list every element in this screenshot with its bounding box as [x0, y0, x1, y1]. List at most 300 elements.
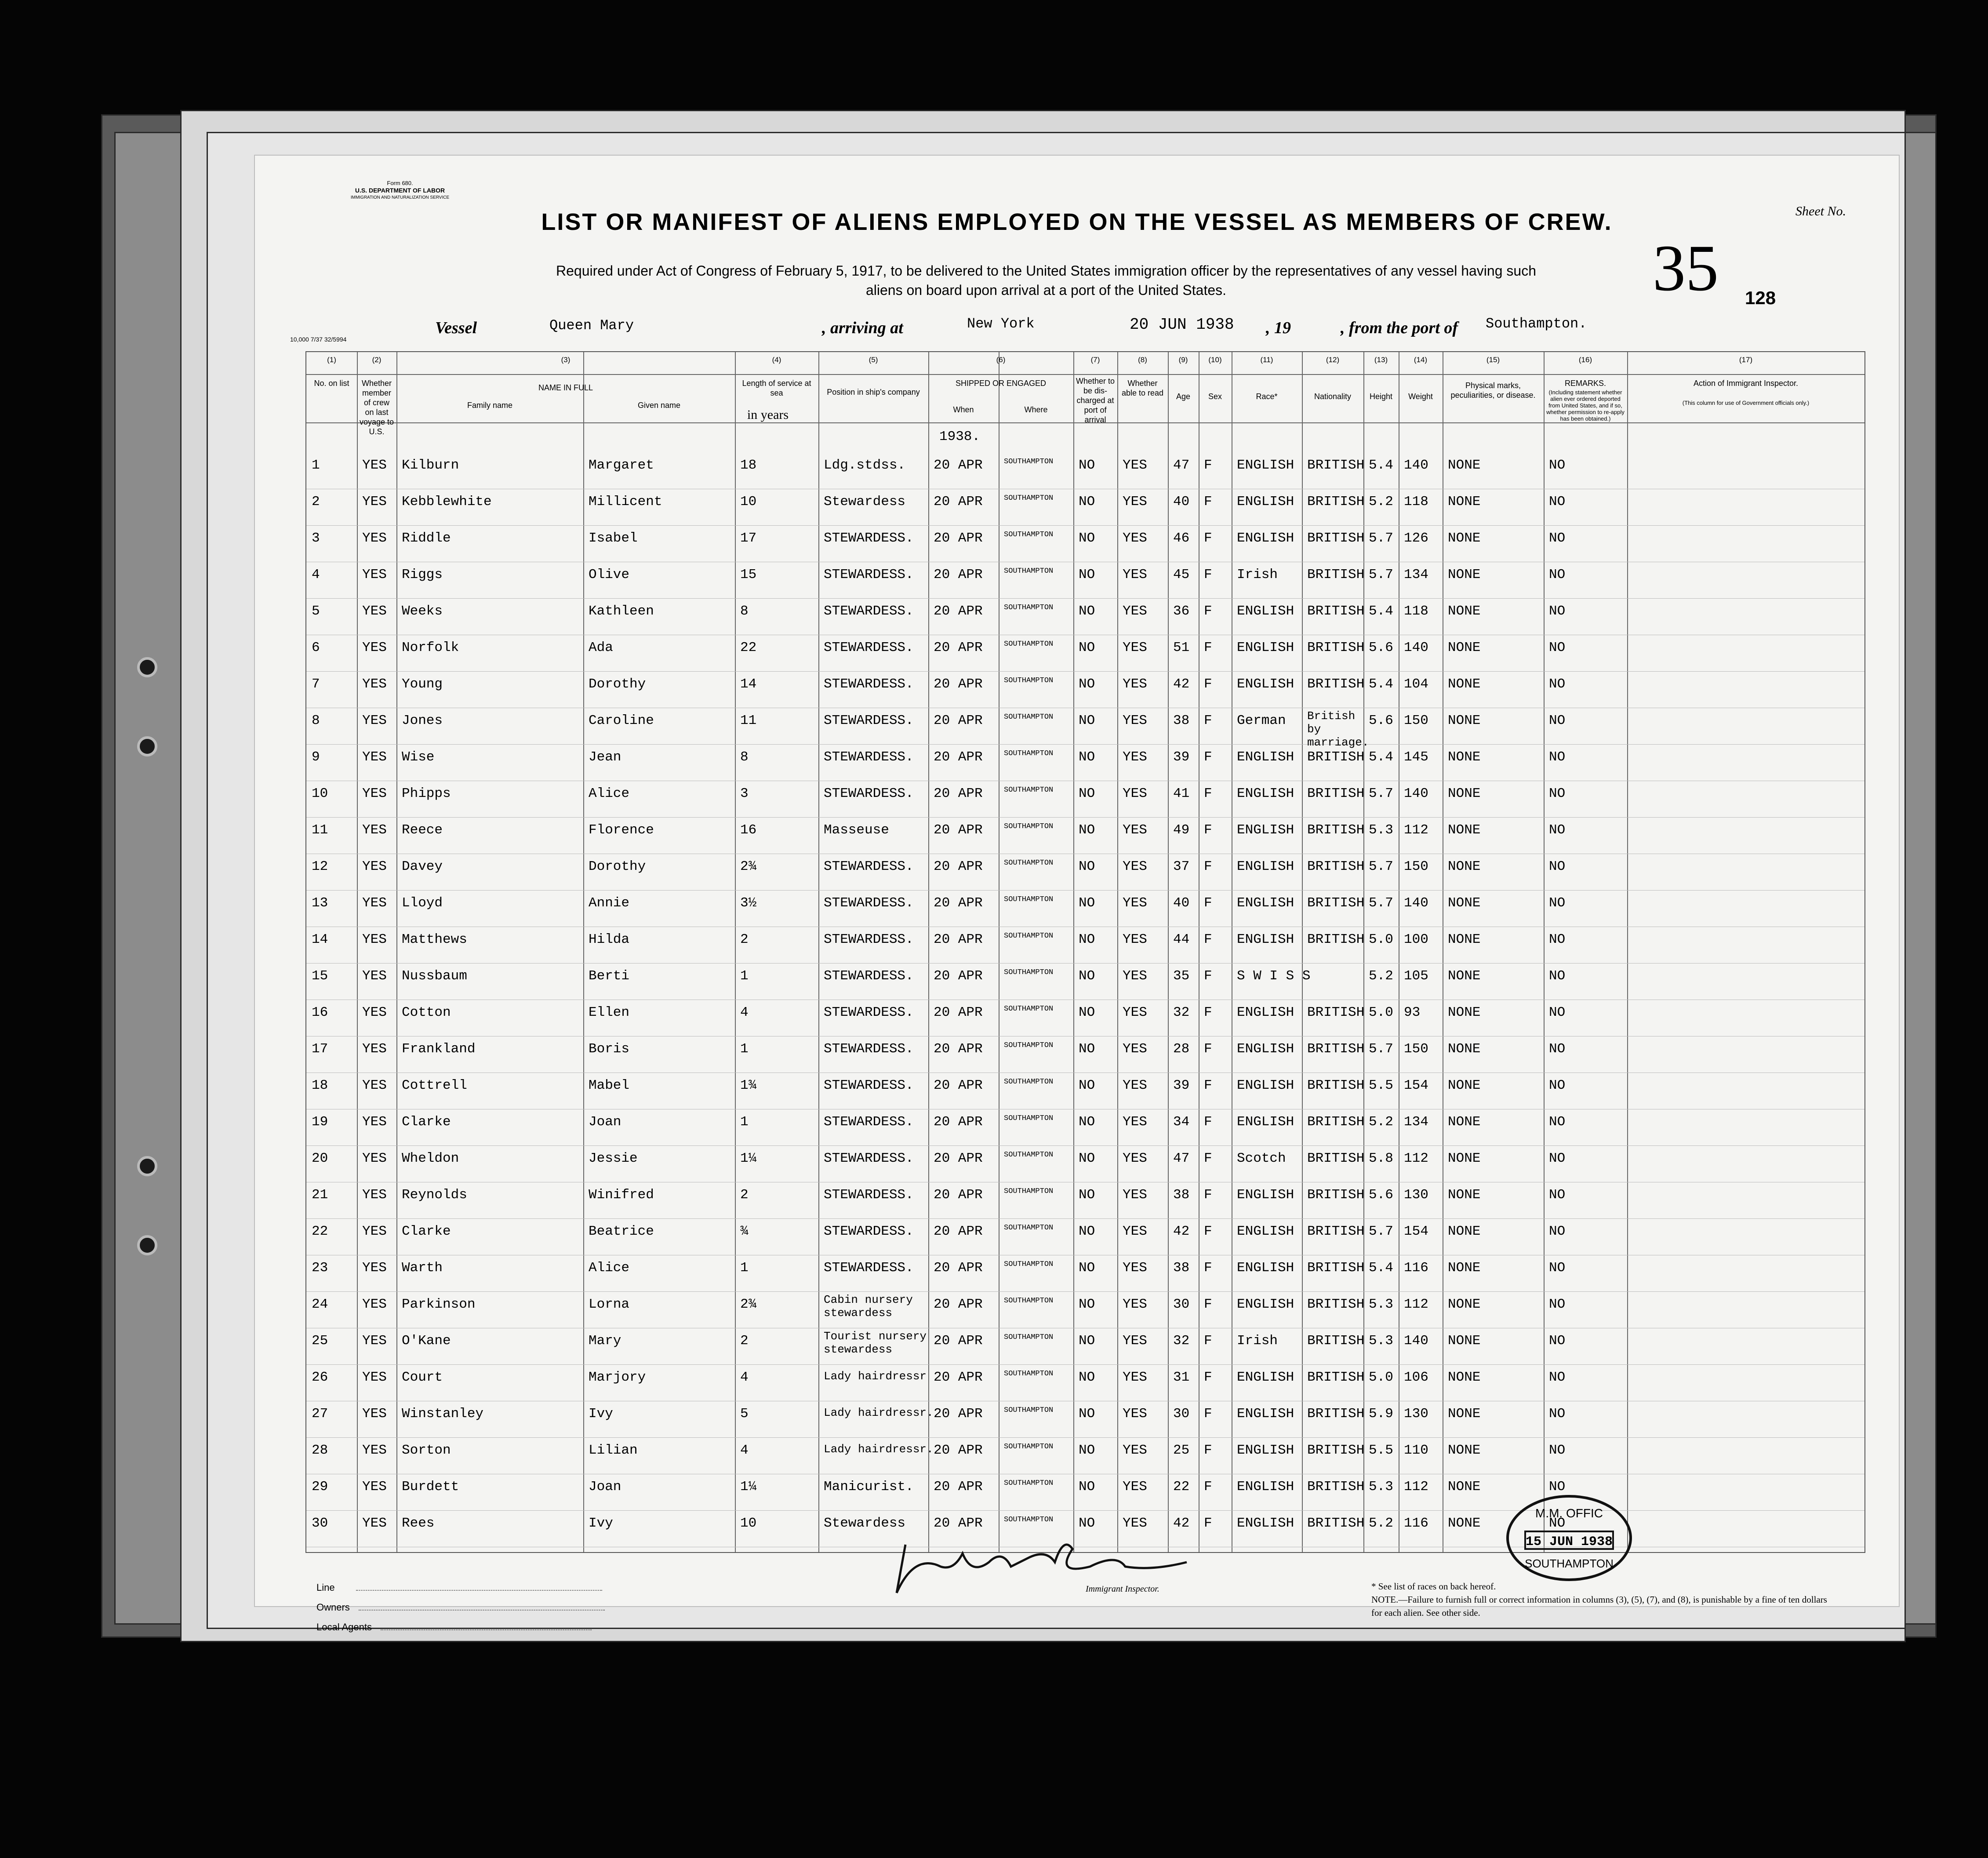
row-given: Millicent [589, 494, 662, 509]
header-length: Length of service at sea [742, 379, 811, 397]
row-discharged: NO [1079, 676, 1095, 692]
row-no: 23 [312, 1260, 328, 1276]
row-age: 51 [1173, 640, 1190, 655]
row-where: SOUTHAMPTON [1004, 1516, 1054, 1524]
row-no: 27 [312, 1406, 328, 1422]
row-discharged: NO [1079, 1479, 1095, 1494]
row-discharged: NO [1079, 1151, 1095, 1166]
row-height: 5.7 [1369, 567, 1393, 582]
row-sex: F [1204, 859, 1212, 874]
row-length: 17 [740, 531, 757, 546]
row-when: 20 APR [934, 1406, 983, 1422]
row-family: Cottrell [402, 1078, 467, 1093]
subtitle-line-2: aliens on board upon arrival at a port of the United States. [865, 282, 1227, 298]
row-discharged: NO [1079, 1406, 1095, 1422]
row-length: 10 [740, 494, 757, 509]
row-read: YES [1123, 1078, 1147, 1093]
row-race: ENGLISH [1237, 1443, 1294, 1458]
row-length: 4 [740, 1005, 749, 1020]
punch-hole [137, 1235, 157, 1255]
vessel-line [343, 314, 1771, 340]
row-height: 5.7 [1369, 1224, 1393, 1239]
column-divider [735, 352, 736, 1552]
row-remarks: NO [1549, 822, 1566, 838]
row-sex: F [1204, 640, 1212, 655]
row-weight: 154 [1404, 1078, 1428, 1093]
row-where: SOUTHAMPTON [1004, 1479, 1054, 1487]
row-when: 20 APR [934, 1151, 983, 1166]
row-member: YES [362, 567, 387, 582]
row-marks: NONE [1448, 968, 1481, 984]
row-read: YES [1123, 1406, 1147, 1422]
row-nationality: BRITISH [1307, 749, 1365, 765]
row-marks: NONE [1448, 494, 1481, 509]
row-height: 5.0 [1369, 1370, 1393, 1385]
row-weight: 126 [1404, 531, 1428, 546]
column-divider [1302, 352, 1303, 1552]
table-row-rule [306, 1218, 1864, 1219]
row-sex: F [1204, 1333, 1212, 1349]
row-marks: NONE [1448, 749, 1481, 765]
row-nationality: BRITISH [1307, 458, 1365, 473]
row-position: STEWARDESS. [824, 604, 914, 619]
row-age: 39 [1173, 1078, 1190, 1093]
column-number: (11) [1260, 356, 1273, 364]
row-family: Kilburn [402, 458, 459, 473]
row-nationality: BRITISH [1307, 676, 1365, 692]
row-remarks: NO [1549, 749, 1566, 765]
row-discharged: NO [1079, 932, 1095, 947]
row-member: YES [362, 640, 387, 655]
row-length: 2 [740, 1333, 749, 1349]
row-position: STEWARDESS. [824, 1078, 914, 1093]
row-no: 29 [312, 1479, 328, 1494]
row-height: 5.7 [1369, 1041, 1393, 1057]
row-where: SOUTHAMPTON [1004, 567, 1054, 575]
row-when: 20 APR [934, 749, 983, 765]
row-weight: 150 [1404, 713, 1428, 728]
column-number: (8) [1138, 356, 1147, 364]
row-race: ENGLISH [1237, 1297, 1294, 1312]
row-age: 44 [1173, 932, 1190, 947]
row-family: Phipps [402, 786, 451, 801]
line-label: Line [316, 1582, 335, 1593]
row-weight: 93 [1404, 1005, 1421, 1020]
page-subtitle [409, 261, 1683, 300]
table-row-rule [306, 890, 1864, 891]
row-length: 4 [740, 1370, 749, 1385]
row-age: 28 [1173, 1041, 1190, 1057]
table-row-rule [306, 1437, 1864, 1438]
stamp-bottom: SOUTHAMPTON [1525, 1557, 1614, 1570]
row-member: YES [362, 822, 387, 838]
header-no: No. on list [314, 379, 349, 388]
row-weight: 154 [1404, 1224, 1428, 1239]
row-position: STEWARDESS. [824, 786, 914, 801]
vessel-name: Queen Mary [549, 317, 634, 334]
row-nationality: BRITISH [1307, 640, 1365, 655]
arrival-date: 20 JUN 1938 [1130, 316, 1234, 334]
row-remarks: NO [1549, 640, 1566, 655]
row-marks: NONE [1448, 1260, 1481, 1276]
header-divider [306, 374, 1864, 375]
column-number: (3) [561, 356, 571, 364]
row-marks: NONE [1448, 822, 1481, 838]
row-when: 20 APR [934, 968, 983, 984]
row-no: 17 [312, 1041, 328, 1057]
column-number: (2) [372, 356, 382, 364]
row-weight: 140 [1404, 640, 1428, 655]
row-race: ENGLISH [1237, 1224, 1294, 1239]
row-position: STEWARDESS. [824, 713, 914, 728]
row-sex: F [1204, 1151, 1212, 1166]
row-discharged: NO [1079, 1041, 1095, 1057]
row-no: 9 [312, 749, 320, 765]
sheet-label: Sheet No. [1795, 204, 1846, 218]
row-sex: F [1204, 494, 1212, 509]
column-divider [396, 352, 397, 1552]
row-age: 46 [1173, 531, 1190, 546]
department-name: U.S. DEPARTMENT OF LABOR [355, 187, 445, 194]
header-when: When [953, 405, 974, 414]
row-when: 20 APR [934, 1516, 983, 1531]
row-height: 5.4 [1369, 749, 1393, 765]
row-given: Alice [589, 786, 630, 801]
row-height: 5.5 [1369, 1078, 1393, 1093]
row-discharged: NO [1079, 968, 1095, 984]
row-when: 20 APR [934, 567, 983, 582]
departure-port: Southampton. [1486, 316, 1587, 332]
row-remarks: NO [1549, 1479, 1566, 1494]
row-family: Sorton [402, 1443, 451, 1458]
row-read: YES [1123, 640, 1147, 655]
row-nationality: BRITISH [1307, 1370, 1365, 1385]
row-marks: NONE [1448, 713, 1481, 728]
row-when: 20 APR [934, 1041, 983, 1057]
row-sex: F [1204, 676, 1212, 692]
row-remarks: NO [1549, 1443, 1566, 1458]
row-length: 1 [740, 1260, 749, 1276]
row-member: YES [362, 1479, 387, 1494]
header-action-note: (This column for use of Government officials only.) [1682, 400, 1810, 406]
row-where: SOUTHAMPTON [1004, 1370, 1054, 1378]
column-divider [818, 352, 819, 1552]
row-read: YES [1123, 1114, 1147, 1130]
row-length: 14 [740, 676, 757, 692]
row-family: Burdett [402, 1479, 459, 1494]
row-race: ENGLISH [1237, 895, 1294, 911]
row-remarks: NO [1549, 895, 1566, 911]
row-where: SOUTHAMPTON [1004, 1041, 1054, 1050]
table-row-rule [306, 525, 1864, 526]
row-no: 11 [312, 822, 328, 838]
row-weight: 105 [1404, 968, 1428, 984]
row-remarks: NO [1549, 1297, 1566, 1312]
row-remarks: NO [1549, 1151, 1566, 1166]
row-sex: F [1204, 1114, 1212, 1130]
row-marks: NONE [1448, 1406, 1481, 1422]
row-where: SOUTHAMPTON [1004, 713, 1054, 721]
row-weight: 116 [1404, 1516, 1428, 1531]
row-race: ENGLISH [1237, 494, 1294, 509]
row-family: Wise [402, 749, 435, 765]
row-marks: NONE [1448, 531, 1481, 546]
row-no: 6 [312, 640, 320, 655]
owners-field [316, 1602, 605, 1613]
owners-label: Owners [316, 1602, 350, 1613]
row-given: Jean [589, 749, 621, 765]
row-weight: 130 [1404, 1406, 1428, 1422]
row-when: 20 APR [934, 604, 983, 619]
row-remarks: NO [1549, 676, 1566, 692]
row-remarks: NO [1549, 1224, 1566, 1239]
row-discharged: NO [1079, 1224, 1095, 1239]
row-discharged: NO [1079, 458, 1095, 473]
row-when: 20 APR [934, 1333, 983, 1349]
column-number: (15) [1486, 356, 1500, 364]
row-family: Winstanley [402, 1406, 484, 1422]
row-remarks: NO [1549, 968, 1566, 984]
row-when: 20 APR [934, 786, 983, 801]
row-height: 5.6 [1369, 713, 1393, 728]
row-sex: F [1204, 822, 1212, 838]
row-position: STEWARDESS. [824, 1187, 914, 1203]
row-family: Warth [402, 1260, 443, 1276]
row-weight: 112 [1404, 1297, 1428, 1312]
row-remarks: NO [1549, 786, 1566, 801]
row-family: Wheldon [402, 1151, 459, 1166]
row-marks: NONE [1448, 1479, 1481, 1494]
row-when: 20 APR [934, 1479, 983, 1494]
table-row-rule [306, 1364, 1864, 1365]
column-divider [1168, 352, 1169, 1552]
row-age: 32 [1173, 1005, 1190, 1020]
row-position: STEWARDESS. [824, 1224, 914, 1239]
column-number: (6) [996, 356, 1006, 364]
row-race: ENGLISH [1237, 1479, 1294, 1494]
row-where: SOUTHAMPTON [1004, 859, 1054, 867]
row-no: 2 [312, 494, 320, 509]
header-action: Action of Immigrant Inspector. [1693, 379, 1799, 388]
row-family: Reynolds [402, 1187, 467, 1203]
row-race: ENGLISH [1237, 786, 1294, 801]
row-race: ENGLISH [1237, 676, 1294, 692]
row-where: SOUTHAMPTON [1004, 458, 1054, 466]
row-position: Lady hairdressr. [824, 1443, 934, 1456]
row-length: 8 [740, 749, 749, 765]
row-read: YES [1123, 1516, 1147, 1531]
row-member: YES [362, 1260, 387, 1276]
row-weight: 100 [1404, 932, 1428, 947]
row-member: YES [362, 1516, 387, 1531]
row-marks: NONE [1448, 1516, 1481, 1531]
row-nationality: BRITISH [1307, 822, 1365, 838]
row-remarks: NO [1549, 567, 1566, 582]
service-name: IMMIGRATION AND NATURALIZATION SERVICE [350, 195, 450, 200]
row-family: O'Kane [402, 1333, 451, 1349]
row-height: 5.5 [1369, 1443, 1393, 1458]
row-when: 20 APR [934, 822, 983, 838]
row-family: Clarke [402, 1114, 451, 1130]
row-where: SOUTHAMPTON [1004, 1406, 1054, 1414]
row-length: 10 [740, 1516, 757, 1531]
row-height: 5.3 [1369, 1333, 1393, 1349]
row-where: SOUTHAMPTON [1004, 494, 1054, 502]
row-marks: NONE [1448, 676, 1481, 692]
row-race: German [1237, 713, 1286, 728]
row-where: SOUTHAMPTON [1004, 1114, 1054, 1123]
row-remarks: NO [1549, 1370, 1566, 1385]
row-sex: F [1204, 1260, 1212, 1276]
row-member: YES [362, 1078, 387, 1093]
fine-note: NOTE.—Failure to furnish full or correct information in columns (3), (5), (7), and (8), is punishable by a fine of ten dollars for each alien. See other side. [1371, 1594, 1827, 1618]
row-race: ENGLISH [1237, 822, 1294, 838]
row-read: YES [1123, 822, 1147, 838]
header-position: Position in ship's company [827, 388, 920, 396]
row-weight: 140 [1404, 1333, 1428, 1349]
row-position: Ldg.stdss. [824, 458, 906, 473]
row-race: ENGLISH [1237, 1078, 1294, 1093]
row-when: 20 APR [934, 494, 983, 509]
row-position: STEWARDESS. [824, 640, 914, 655]
row-discharged: NO [1079, 713, 1095, 728]
row-remarks: NO [1549, 458, 1566, 473]
row-member: YES [362, 1443, 387, 1458]
row-when: 20 APR [934, 1443, 983, 1458]
row-age: 42 [1173, 1224, 1190, 1239]
row-read: YES [1123, 1260, 1147, 1276]
row-where: SOUTHAMPTON [1004, 1224, 1054, 1232]
row-discharged: NO [1079, 640, 1095, 655]
row-position: STEWARDESS. [824, 676, 914, 692]
row-member: YES [362, 1005, 387, 1020]
row-length: 1¾ [740, 1078, 757, 1093]
row-height: 5.2 [1369, 494, 1393, 509]
row-position: Manicurist. [824, 1479, 914, 1494]
row-discharged: NO [1079, 786, 1095, 801]
row-race: ENGLISH [1237, 1260, 1294, 1276]
row-position: Stewardess [824, 494, 906, 509]
row-age: 32 [1173, 1333, 1190, 1349]
row-sex: F [1204, 1041, 1212, 1057]
row-where: SOUTHAMPTON [1004, 531, 1054, 539]
row-no: 22 [312, 1224, 328, 1239]
row-given: Annie [589, 895, 630, 911]
row-sex: F [1204, 1443, 1212, 1458]
from-label: , from the port of [1341, 319, 1458, 337]
row-given: Ada [589, 640, 613, 655]
header-family: Family name [467, 401, 513, 410]
row-read: YES [1123, 1187, 1147, 1203]
row-where: SOUTHAMPTON [1004, 1187, 1054, 1196]
row-height: 5.2 [1369, 1516, 1393, 1531]
row-sex: F [1204, 567, 1212, 582]
row-member: YES [362, 1297, 387, 1312]
row-race: S W I S S [1237, 968, 1311, 984]
row-length: 11 [740, 713, 757, 728]
column-number: (4) [772, 356, 781, 364]
row-weight: 118 [1404, 494, 1428, 509]
row-marks: NONE [1448, 604, 1481, 619]
row-nationality: BRITISH [1307, 531, 1365, 546]
row-family: Cotton [402, 1005, 451, 1020]
row-position: STEWARDESS. [824, 1260, 914, 1276]
row-discharged: NO [1079, 494, 1095, 509]
row-height: 5.2 [1369, 1114, 1393, 1130]
row-weight: 140 [1404, 786, 1428, 801]
row-read: YES [1123, 749, 1147, 765]
row-sex: F [1204, 1370, 1212, 1385]
row-race: ENGLISH [1237, 1041, 1294, 1057]
header-sex: Sex [1208, 392, 1222, 401]
column-number: (16) [1578, 356, 1592, 364]
row-nationality: BRITISH [1307, 1297, 1365, 1312]
row-member: YES [362, 1187, 387, 1203]
row-age: 49 [1173, 822, 1190, 838]
row-given: Ivy [589, 1516, 613, 1531]
row-age: 45 [1173, 567, 1190, 582]
row-height: 5.3 [1369, 822, 1393, 838]
row-discharged: NO [1079, 822, 1095, 838]
row-position: STEWARDESS. [824, 749, 914, 765]
row-discharged: NO [1079, 1297, 1095, 1312]
row-weight: 140 [1404, 895, 1428, 911]
row-member: YES [362, 1333, 387, 1349]
row-discharged: NO [1079, 1078, 1095, 1093]
row-weight: 112 [1404, 1151, 1428, 1166]
line-field [316, 1582, 602, 1593]
row-race: ENGLISH [1237, 1516, 1294, 1531]
row-sex: F [1204, 1479, 1212, 1494]
row-position: STEWARDESS. [824, 895, 914, 911]
row-no: 21 [312, 1187, 328, 1203]
row-weight: 130 [1404, 1187, 1428, 1203]
row-given: Mabel [589, 1078, 630, 1093]
row-height: 5.4 [1369, 1260, 1393, 1276]
row-read: YES [1123, 1297, 1147, 1312]
row-family: Davey [402, 859, 443, 874]
row-given: Olive [589, 567, 630, 582]
row-discharged: NO [1079, 859, 1095, 874]
row-where: SOUTHAMPTON [1004, 932, 1054, 940]
row-where: SOUTHAMPTON [1004, 786, 1054, 794]
row-given: Dorothy [589, 676, 646, 692]
row-marks: NONE [1448, 786, 1481, 801]
column-number: (13) [1374, 356, 1388, 364]
row-where: SOUTHAMPTON [1004, 895, 1054, 904]
header-member: Whether member of crew on last voyage to U.S. [359, 379, 394, 436]
header-remarks-note: (Including statement whether alien ever ordered deported from United States, and if so, whether permission to re-apply has been obtained.) [1546, 389, 1625, 422]
row-where: SOUTHAMPTON [1004, 676, 1054, 685]
row-marks: NONE [1448, 640, 1481, 655]
row-where: SOUTHAMPTON [1004, 1443, 1054, 1451]
row-when: 20 APR [934, 1005, 983, 1020]
row-family: Nussbaum [402, 968, 467, 984]
row-height: 5.7 [1369, 786, 1393, 801]
row-nationality: British by marriage. [1307, 709, 1369, 749]
row-weight: 112 [1404, 822, 1428, 838]
races-note: * See list of races on back hereof. [1371, 1581, 1496, 1592]
row-remarks: NO [1549, 531, 1566, 546]
row-nationality: BRITISH [1307, 859, 1365, 874]
row-length: 3 [740, 786, 749, 801]
row-when: 20 APR [934, 1370, 983, 1385]
row-no: 10 [312, 786, 328, 801]
row-nationality: BRITISH [1307, 1333, 1365, 1349]
row-family: Riddle [402, 531, 451, 546]
row-height: 5.4 [1369, 676, 1393, 692]
row-given: Caroline [589, 713, 654, 728]
